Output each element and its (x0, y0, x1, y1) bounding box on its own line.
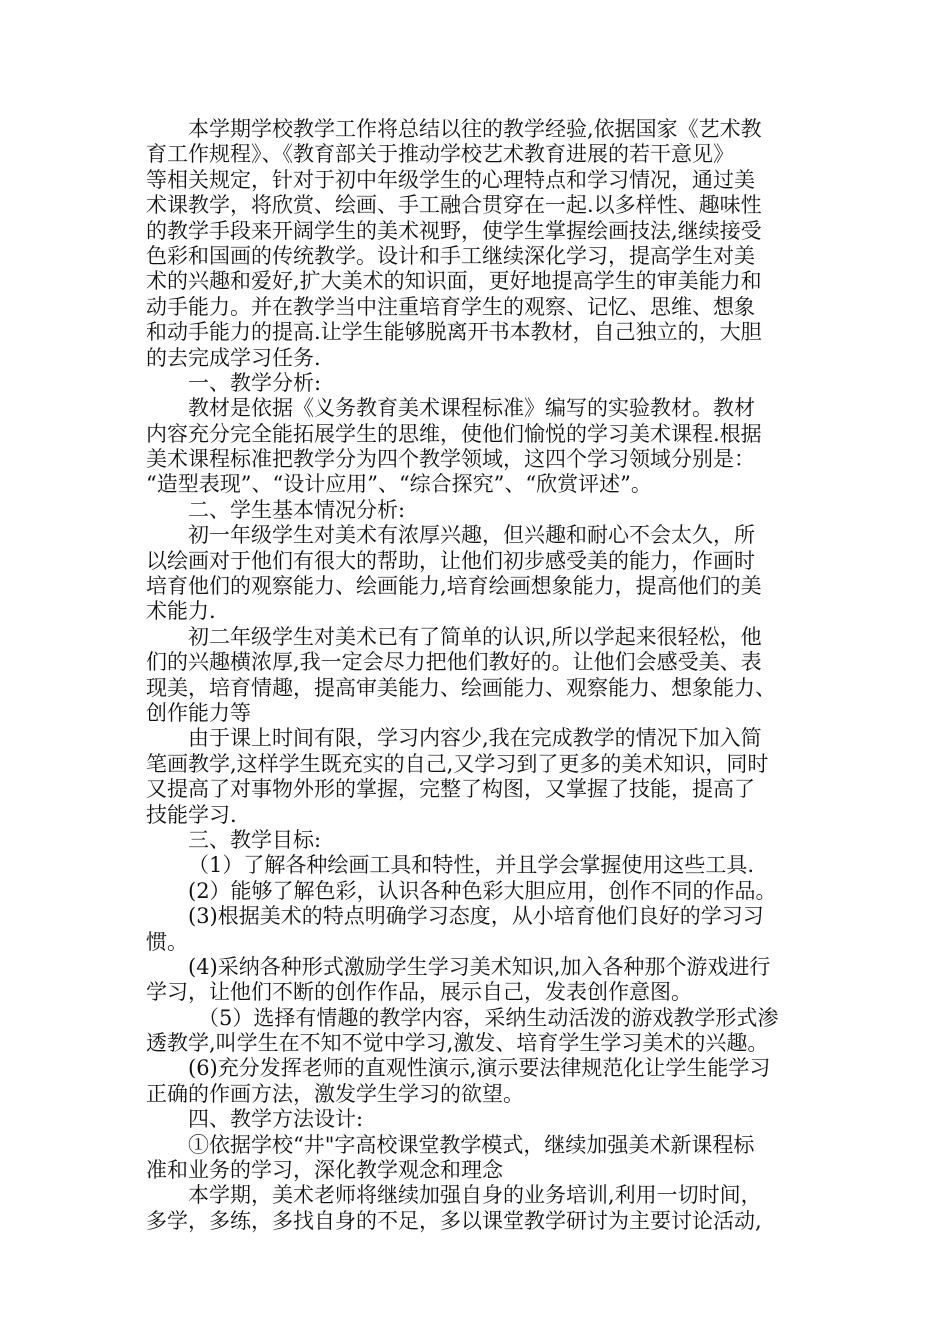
text-line: 的教学手段来开阔学生的美术视野，使学生掌握绘画技法,继续接受 (146, 218, 762, 243)
text-line: 内容充分完全能拓展学生的思维，使他们愉悦的学习美术课程.根据 (146, 421, 762, 446)
list-item: （5）选择有情趣的教学内容，采纳生动活泼的游戏教学形式渗 (198, 1005, 779, 1030)
list-item: (2）能够了解色彩，认识各种色彩大胆应用，创作不同的作品。 (188, 878, 777, 903)
section-heading: 三、教学目标: (188, 827, 322, 852)
list-item: （1）了解各种绘画工具和特性，并且学会掌握使用这些工具. (188, 853, 755, 878)
text-line: 教材是依据《义务教育美术课程标准》编写的实验教材。教材 (188, 396, 755, 421)
section-heading: 一、教学分析: (188, 370, 322, 395)
text-line: 和动手能力的提高.让学生能够脱离开书本教材，自己独立的，大胆 (146, 320, 762, 345)
list-item: (6)充分发挥老师的直观性演示,演示要法律规范化让学生能学习 (188, 1056, 771, 1081)
text-line: 的去完成学习任务. (146, 345, 321, 370)
text-line: 现美，培育情趣，提高审美能力、绘画能力、观察能力、想象能力、 (146, 675, 776, 700)
text-line: 以绘画对于他们有很大的帮助，让他们初步感受美的能力，作画时 (146, 548, 755, 573)
text-line: 惯。 (146, 929, 188, 954)
text-line: 由于课上时间有限，学习内容少,我在完成教学的情况下加入简 (188, 726, 762, 751)
list-item: (3)根据美术的特点明确学习态度，从小培育他们良好的学习习 (188, 904, 764, 929)
list-item: (4)采纳各种形式激励学生学习美术知识,加入各种那个游戏进行 (188, 954, 771, 979)
text-line: 术课教学，将欣赏、绘画、手工融合贯穿在一起.以多样性、趣味性 (146, 193, 762, 218)
text-line: 术能力. (146, 599, 216, 624)
text-line: “造型表现”、“设计应用”、“综合探究”、“欣赏评述”。 (146, 472, 652, 497)
text-line: 们的兴趣横浓厚,我一定会尽力把他们教好的。让他们会感受美、表 (146, 650, 762, 675)
text-line: 初一年级学生对美术有浓厚兴趣，但兴趣和耐心不会太久，所 (188, 523, 755, 548)
text-line: 美术课程标准把教学分为四个教学领域，这四个学习领域分别是： (146, 447, 755, 472)
text-line: 色彩和国画的传统教学。设计和手工继续深化学习，提高学生对美 (146, 243, 755, 268)
text-line: 等相关规定，针对于初中年级学生的心理特点和学习情况，通过美 (146, 167, 755, 192)
text-line: 透教学,叫学生在不知不觉中学习,激发、培育学生学习美术的兴趣。 (146, 1031, 769, 1056)
text-line: 育工作规程》、《教育部关于推动学校艺术教育进展的若干意见》 (146, 142, 734, 167)
text-line: 多学，多练，多找自身的不足，多以课堂教学研讨为主要讨论活动, (146, 1208, 762, 1233)
text-line: 笔画教学,这样学生既充实的自己,又学习到了更多的美术知识，同时 (146, 751, 769, 776)
text-line: 技能学习. (146, 802, 237, 827)
text-line: 准和业务的学习，深化教学观念和理念 (146, 1158, 503, 1183)
text-line: 动手能力。并在教学当中注重培育学生的观察、记忆、思维、想象 (146, 294, 755, 319)
text-line: 学习，让他们不断的创作作品，展示自己，发表创作意图。 (146, 980, 692, 1005)
document-body (146, 117, 822, 1234)
text-line: 本学期学校教学工作将总结以往的教学经验,依据国家《艺术教 (188, 117, 762, 141)
section-heading: 四、教学方法设计: (188, 1107, 364, 1132)
text-line: 培育他们的观察能力、绘画能力,培育绘画想象能力，提高他们的美 (146, 574, 762, 599)
text-line: 正确的作画方法，激发学生学习的欲望。 (146, 1081, 524, 1106)
list-item: ①依据学校“井"字高校课堂教学模式，继续加强美术新课程标 (188, 1132, 755, 1157)
section-heading: 二、学生基本情况分析: (188, 497, 406, 522)
text-line: 又提高了对事物外形的掌握，完整了构图，又掌握了技能，提高了 (146, 777, 755, 802)
text-line: 创作能力等 (146, 700, 251, 725)
text-line: 术的兴趣和爱好,扩大美术的知识面，更好地提高学生的审美能力和 (146, 269, 762, 294)
text-line: 初二年级学生对美术已有了简单的认识,所以学起来很轻松，他 (188, 624, 762, 649)
text-line: 本学期，美术老师将继续加强自身的业务培训,利用一切时间， (188, 1183, 762, 1208)
